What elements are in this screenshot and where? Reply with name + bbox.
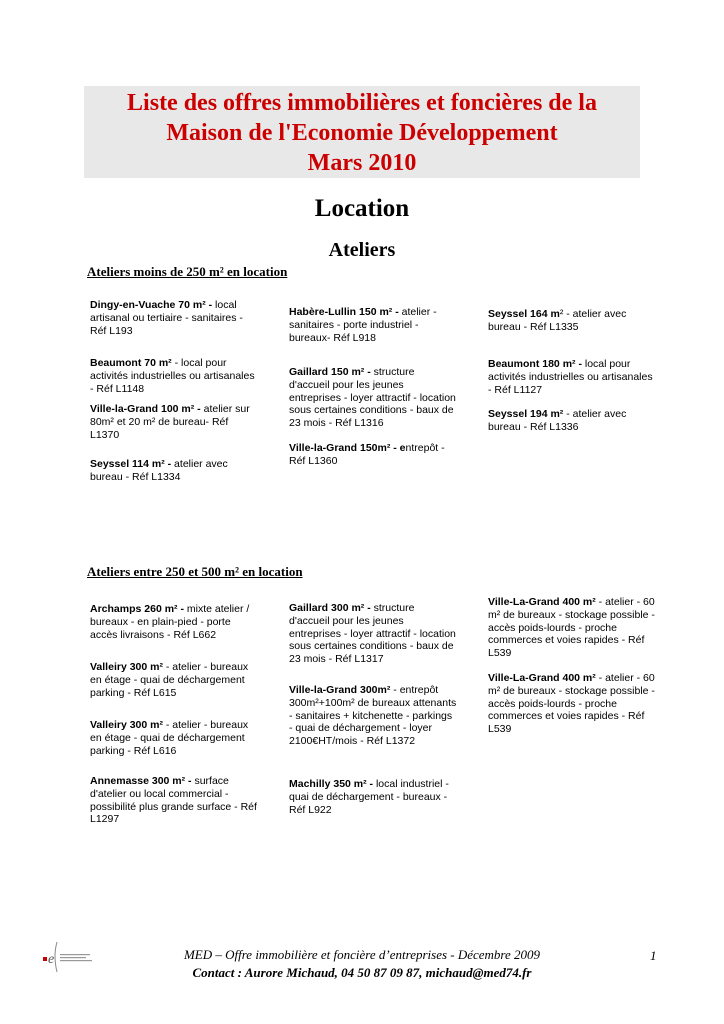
listing-entry <box>289 684 457 748</box>
listing-entry <box>488 358 656 396</box>
listing-desc: atelier sur 80m² et 20 m² de bureau- Réf L1370 <box>90 403 250 441</box>
listing-desc: structure d'accueil pour les jeunes entreprises - loyer attractif - location sous certaines conditions - baux de 23 mois - Réf L1316 <box>289 366 456 430</box>
title-line-2: Maison de l'Economie Développement <box>166 120 558 146</box>
title-line-3: Mars 2010 <box>307 150 417 176</box>
listing-name: Gaillard 300 m² - <box>289 602 371 614</box>
listing-name: Seyssel 164 m <box>488 308 560 320</box>
listing-entry <box>289 602 457 666</box>
listing-desc: ² - atelier avec bureau - Réf L1335 <box>488 308 627 333</box>
heading-location: Location <box>314 195 410 222</box>
listing-entry <box>90 775 258 826</box>
footer-line-1: MED – Offre immobilière et foncière d’entreprises - Décembre 2009 <box>183 947 541 962</box>
listing-desc: local artisanal ou tertiaire - sanitaires - Réf L193 <box>90 299 243 337</box>
listing-name: Valleiry 300 m² <box>90 661 163 673</box>
listing-desc: atelier avec bureau - Réf L1334 <box>90 458 228 483</box>
svg-text:e: e <box>48 952 55 967</box>
listing-desc: local pour activités industrielles ou artisanales - Réf L1127 <box>488 358 653 396</box>
listing-desc: mixte atelier / bureaux - en plain-pied - porte accès livraisons - Réf L662 <box>90 603 250 641</box>
listing-desc: - atelier - 60 m² de bureaux - stockage possible - accès poids-lourds - proche commerces et voies rapides - Réf L539 <box>488 596 655 660</box>
listing-entry <box>289 778 457 816</box>
listing-entry <box>90 458 258 484</box>
listing-name: Gaillard 150 m² - <box>289 366 371 378</box>
listing-desc: ntrepôt - Réf L1360 <box>289 442 445 467</box>
listing-name: Valleiry 300 m² <box>90 719 163 731</box>
listing-entry <box>90 357 258 395</box>
listing-name: Beaumont 180 m² - <box>488 358 582 370</box>
section2-title: Ateliers entre 250 et 500 m² en location <box>87 564 303 579</box>
listing-desc: atelier - sanitaires - porte industriel - bureaux- Réf L918 <box>289 306 437 344</box>
listing-entry <box>488 596 656 660</box>
listing-entry <box>488 408 656 434</box>
listing-name: Machilly 350 m² - <box>289 778 374 790</box>
listing-desc: - atelier - bureaux en étage - quai de déchargement parking - Réf L615 <box>90 661 249 699</box>
listing-entry <box>90 299 258 337</box>
page-number: 1 <box>650 948 657 963</box>
listing-desc: - atelier avec bureau - Réf L1336 <box>488 408 627 433</box>
listing-name: Ville-La-Grand 400 m² <box>488 596 596 608</box>
listing-name: Annemasse 300 m² - <box>90 775 192 787</box>
heading-ateliers: Ateliers <box>328 239 396 261</box>
listing-desc: - local pour activités industrielles ou artisanales - Réf L1148 <box>90 357 255 395</box>
listing-entry <box>289 442 457 468</box>
listing-entry <box>90 403 258 441</box>
listing-entry <box>488 308 656 334</box>
listing-name: Ville-la-Grand 100 m² - <box>90 403 201 415</box>
listing-desc: - entrepôt 300m²+100m² de bureaux attenants - sanitaires + kitchenette - parkings - quai de déchargement - loyer 2100€HT/mois - Réf L1372 <box>289 684 457 748</box>
listing-name: Beaumont 70 m² <box>90 357 172 369</box>
listing-name: Habère-Lullin 150 m² - <box>289 306 399 318</box>
listing-desc: - atelier - 60 m² de bureaux - stockage possible - accès poids-lourds - proche commerces et voies rapides - Réf L539 <box>488 672 655 736</box>
listing-desc: - atelier - bureaux en étage - quai de déchargement parking - Réf L616 <box>90 719 249 757</box>
listing-desc: surface d'atelier ou local commercial - possibilité plus grande surface - Réf L1297 <box>90 775 257 826</box>
listing-entry <box>488 672 656 736</box>
listing-name: Ville-La-Grand 400 m² <box>488 672 596 684</box>
listing-name: Dingy-en-Vuache 70 m² - <box>90 299 213 311</box>
listing-name: Ville-la-Grand 300m² <box>289 684 391 696</box>
section1-title: Ateliers moins de 250 m² en location <box>87 264 288 279</box>
listing-name: Seyssel 114 m² - <box>90 458 172 470</box>
title-box <box>84 86 640 178</box>
listing-entry <box>90 603 258 641</box>
listing-entry <box>289 366 457 430</box>
listing-name: Archamps 260 m² - <box>90 603 184 615</box>
listing-entry <box>90 661 258 699</box>
footer-contact: Contact : Aurore Michaud, 04 50 87 09 87, michaud@med74.fr <box>192 965 532 980</box>
listing-desc: structure d'accueil pour les jeunes entreprises - loyer attractif - location sous certaines conditions - baux de 23 mois - Réf L1317 <box>289 602 456 666</box>
listing-entry <box>90 719 258 757</box>
title-line-1: Liste des offres immobilières et foncières de la <box>127 90 597 116</box>
med-logo-icon <box>40 938 100 974</box>
listing-name: Ville-la-Grand 150m² - e <box>289 442 406 454</box>
listing-desc: local industriel - quai de déchargement - bureaux - Réf L922 <box>289 778 449 816</box>
listing-entry <box>289 306 457 344</box>
listing-name: Seyssel 194 m² <box>488 408 564 420</box>
